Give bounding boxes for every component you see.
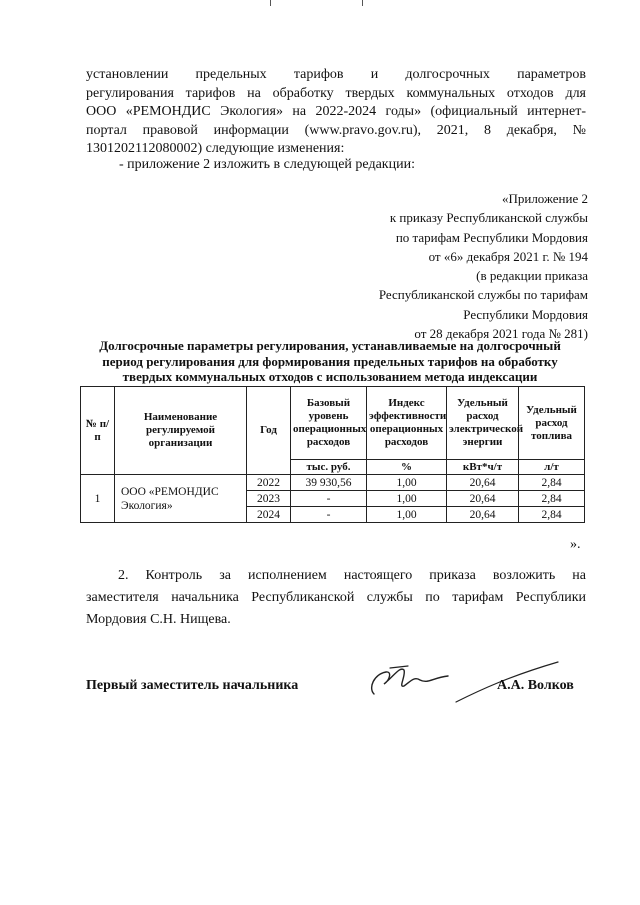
control-paragraph [86, 565, 586, 631]
header-index: Индекс эффективности операционных расходов [367, 387, 447, 460]
cell-fuel: 2,84 [519, 491, 585, 507]
appendix-line: «Приложение 2 [501, 191, 588, 206]
cell-index: 1,00 [367, 475, 447, 491]
intro-paragraph [86, 66, 586, 159]
cell-base: 39 930,56 [291, 475, 367, 491]
table-title-line: твердых коммунальных отходов с использованием метода индексации [122, 369, 538, 384]
cell-base: - [291, 491, 367, 507]
intro-line: установлении предельных тарифов и долгосрочных параметров [86, 67, 586, 82]
table-header-row [81, 387, 585, 460]
header-energy: Удельный расход электрической энергии [447, 387, 519, 460]
table-title-line: период регулирования для формирования предельных тарифов на обработку [102, 353, 558, 369]
control-line: 2. Контроль за исполнением настоящего приказа возложить на [118, 568, 586, 583]
intro-line: регулирования тарифов на обработку твердых коммунальных отходов для [86, 85, 586, 101]
appendix-reference [379, 189, 588, 343]
header-org: Наименование регулируемой организации [115, 387, 247, 475]
intro-line: портал правовой информации (www.pravo.gov.ru), 2021, 8 декабря, № [86, 122, 586, 138]
control-line: Мордовия С.Н. Нищева. [86, 612, 231, 627]
signatory-title: Первый заместитель начальника [86, 678, 299, 693]
cell-energy: 20,64 [447, 475, 519, 491]
signatory-name: А.А. Волков [497, 678, 574, 693]
organization-name: ООО «РЕМОНДИС Экология» [115, 475, 247, 523]
unit-index: % [367, 460, 447, 475]
header-num: № п/п [81, 387, 115, 475]
table-row [81, 475, 585, 491]
cell-fuel: 2,84 [519, 475, 585, 491]
header-base: Базовый уровень операционных расходов [291, 387, 367, 460]
unit-fuel: л/т [519, 460, 585, 475]
unit-energy: кВт*ч/т [447, 460, 519, 475]
amendment-line: - приложение 2 изложить в следующей редакции: [119, 157, 415, 172]
table-title-line: Долгосрочные параметры регулирования, устанавливаемые на долгосрочный [99, 338, 561, 353]
cell-energy: 20,64 [447, 491, 519, 507]
header-fuel: Удельный расход топлива [519, 387, 585, 460]
appendix-line: от «6» декабря 2021 г. № 194 [428, 248, 588, 264]
control-line: заместителя начальника Республиканской службы по тарифам Республики [86, 590, 586, 605]
appendix-line: от 28 декабря 2021 года № 281) [414, 326, 588, 342]
cell-index: 1,00 [367, 491, 447, 507]
row-number: 1 [81, 475, 115, 523]
cell-base: - [291, 507, 367, 523]
cell-year: 2023 [247, 491, 291, 507]
intro-line: 1301202112080002) следующие изменения: [86, 141, 345, 156]
parameters-table [80, 386, 585, 523]
appendix-line: (в редакции приказа [476, 268, 588, 284]
cell-energy: 20,64 [447, 507, 519, 523]
appendix-line: Республиканской службы по тарифам [378, 287, 588, 303]
scan-marks [268, 0, 368, 8]
appendix-line: по тарифам Республики Мордовия [395, 229, 588, 245]
intro-line: ООО «РЕМОНДИС Экология» на 2022-2024 годы» (официальный интернет- [86, 104, 586, 119]
cell-index: 1,00 [367, 507, 447, 523]
cell-year: 2024 [247, 507, 291, 523]
header-year: Год [247, 387, 291, 475]
appendix-line: Республики Мордовия [463, 306, 588, 322]
appendix-line: к приказу Республиканской службы [389, 210, 588, 226]
cell-year: 2022 [247, 475, 291, 491]
unit-base: тыс. руб. [291, 460, 367, 475]
closing-quote: ». [570, 537, 581, 552]
table-title [80, 338, 580, 385]
cell-fuel: 2,84 [519, 507, 585, 523]
